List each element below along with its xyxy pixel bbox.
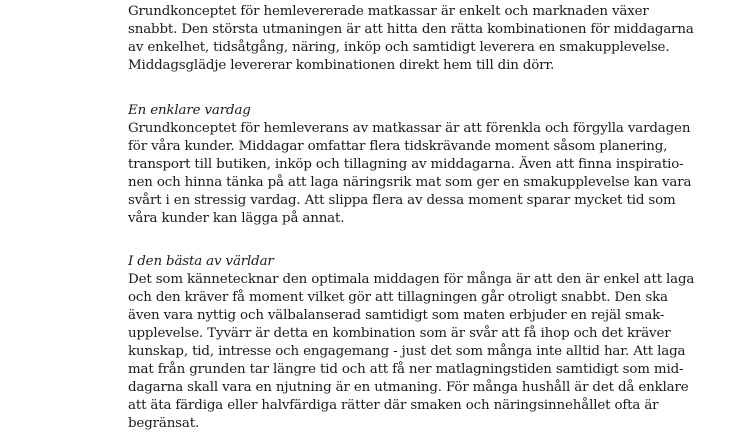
section-en-enklare-vardag <box>128 102 691 228</box>
paragraph-line: begränsat. <box>128 416 200 431</box>
paragraph-line: dagarna skall vara en njutning är en utmaning. För många hushåll är det då enklare <box>128 380 689 395</box>
paragraph-line: våra kunder kan lägga på annat. <box>128 211 345 226</box>
paragraph-line: Det som kännetecknar den optimala middagen för många är att den är enkel att laga <box>128 272 695 287</box>
section-heading: En enklare vardag <box>128 103 251 118</box>
paragraph-line: för våra kunder. Middagar omfattar flera tidskrävande moment såsom planering, <box>128 139 668 154</box>
section-i-den-basta-av-varldar <box>128 253 694 433</box>
paragraph-line: mat från grunden tar längre tid och att få ner matlagningstiden samtidigt som mid- <box>128 362 684 377</box>
paragraph-line: även vara nyttig och välbalanserad samtidigt som maten erbjuder en rejäl smak- <box>128 308 665 323</box>
paragraph-line: Grundkonceptet för hemleverans av matkassar är att förenkla och förgylla vardagen <box>128 121 691 136</box>
paragraph-line: Middagsglädje levererar kombinationen direkt hem till din dörr. <box>128 58 555 73</box>
paragraph-line: upplevelse. Tyvärr är detta en kombination som är svår att få ihop och det kräver <box>128 326 671 341</box>
paragraph-line: att äta färdiga eller halvfärdiga rätter där smaken och näringsinnehållet ofta är <box>128 398 659 413</box>
intro-paragraph <box>128 3 694 75</box>
section-heading: I den bästa av världar <box>128 254 274 269</box>
paragraph-line: svårt i en stressig vardag. Att slippa flera av dessa moment sparar mycket tid som <box>128 193 676 208</box>
paragraph-line: kunskap, tid, intresse och engagemang - just det som många inte alltid har. Att laga <box>128 344 686 359</box>
paragraph-line: och den kräver få moment vilket gör att tillagningen går otroligt snabbt. Den ska <box>128 290 668 305</box>
paragraph-line: snabbt. Den största utmaningen är att hitta den rätta kombinationen för middagarna <box>128 22 694 37</box>
paragraph-line: nen och hinna tänka på att laga näringsrik mat som ger en smakupplevelse kan vara <box>128 175 692 190</box>
paragraph-line: av enkelhet, tidsåtgång, näring, inköp och samtidigt leverera en smakupplevelse. <box>128 40 670 55</box>
paragraph-line: transport till butiken, inköp och tillagning av middagarna. Även att finna inspiratio- <box>128 157 684 172</box>
paragraph-line: Grundkonceptet för hemlevererade matkassar är enkelt och marknaden växer <box>128 4 649 19</box>
